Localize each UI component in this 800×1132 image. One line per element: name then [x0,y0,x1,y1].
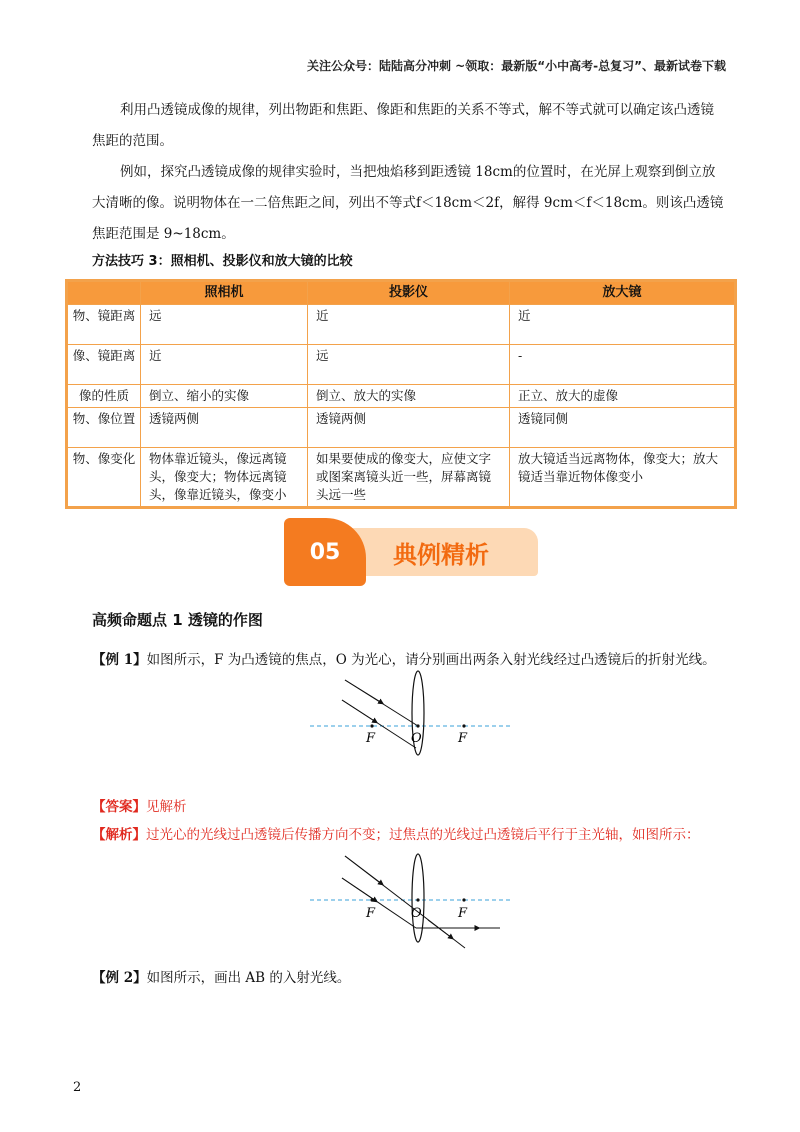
table-cell: 放大镜适当远离物体，像变大；放大镜适当靠近物体像变小 [510,448,735,507]
table-cell: 远 [141,305,308,345]
answer [92,795,187,815]
table-cell: 近 [308,305,510,345]
focus-point-right [462,898,465,901]
table-header-cell [68,282,141,305]
table-cell: 物体靠近镜头，像远离镜头，像变大；物体远离镜头，像靠近镜头，像变小 [141,448,308,507]
analysis-tag: 【解析】 [92,827,146,843]
table-cell: 倒立、放大的实像 [308,385,510,408]
table-cell: 近 [141,345,308,385]
ray-arrow [345,856,382,884]
table-cell: 正立、放大的虚像 [510,385,735,408]
label-o: O [411,906,422,921]
example-2-tag: 【例 2】 [92,970,147,986]
example-1-tag: 【例 1】 [92,652,147,668]
table-cell: 透镜两侧 [141,408,308,448]
table-row [68,345,735,385]
ray-arrow [342,878,376,901]
focus-point-right [462,724,465,727]
lens-figure-1 [300,668,520,758]
page-number: 2 [73,1080,82,1095]
answer-text: 见解析 [146,799,187,815]
label-f-right: F [458,906,468,921]
convex-lens [412,854,424,942]
table-row [68,385,735,408]
answer-tag: 【答案】 [92,799,146,815]
topic-heading: 高频命题点 1 透镜的作图 [92,611,263,629]
banner-number: 05 [284,518,366,586]
table-row [68,305,735,345]
optical-center [416,724,419,727]
intro-paragraph-2: 例如，探究凸透镜成像的规律实验时，当把烛焰移到距透镜 18cm的位置时，在光屏上观察到倒立放大清晰的像。说明物体在一二倍焦距之间，列出不等式f＜18cm＜2f，解得 9cm＜f＜18cm。则该凸透镜焦距范围是 9~18cm。 [92,164,724,242]
table-header-cell: 照相机 [141,282,308,305]
analysis [92,823,700,843]
lens-figure-2 [300,848,520,958]
row-header: 像的性质 [68,385,141,408]
table-cell: 远 [308,345,510,385]
section-banner [284,518,540,586]
analysis-text: 过光心的光线过凸透镜后传播方向不变；过焦点的光线过凸透镜后平行于主光轴，如图所示： [146,827,700,843]
table-header-row [68,282,735,305]
table-cell: 倒立、缩小的实像 [141,385,308,408]
focus-point-left [370,898,373,901]
table-row [68,408,735,448]
focus-point-left [370,724,373,727]
table-cell: 透镜同侧 [510,408,735,448]
comparison-table [67,281,735,507]
row-header: 物、像位置 [68,408,141,448]
example-1-text: 如图所示，F 为凸透镜的焦点，O 为光心，请分别画出两条入射光线经过凸透镜后的折射光线。 [146,652,716,668]
table-cell: 透镜两侧 [308,408,510,448]
page-header: 关注公众号：陆陆高分冲刺 ~领取：最新版“小中高考-总复习”、最新试卷下载 [307,59,726,73]
table-header-cell: 投影仪 [308,282,510,305]
row-header: 物、镜距离 [68,305,141,345]
table-cell: 近 [510,305,735,345]
example-2 [92,966,350,986]
example-1 [92,648,716,668]
label-f-left: F [366,731,376,746]
intro-paragraph-1: 利用凸透镜成像的规律，列出物距和焦距、像距和焦距的关系不等式，解不等式就可以确定该凸透镜焦距的范围。 [92,102,714,149]
table-cell: 如果要使成的像变大，应使文字或图案离镜头近一些，屏幕离镜头远一些 [308,448,510,507]
example-2-text: 如图所示，画出 AB 的入射光线。 [146,970,351,986]
ray-arrow [342,700,376,722]
label-f-left: F [366,906,376,921]
row-header: 物、像变化 [68,448,141,507]
ray-arrow [428,920,452,938]
table-cell: - [510,345,735,385]
row-header: 像、镜距离 [68,345,141,385]
label-f-right: F [458,731,468,746]
table-row [68,448,735,507]
optical-center [416,898,419,901]
method-title: 方法技巧 3：照相机、投影仪和放大镜的比较 [92,254,353,269]
ray-arrow [345,680,382,703]
banner-label: 典例精析 [344,528,538,576]
table-header-cell: 放大镜 [510,282,735,305]
label-o: O [411,731,422,746]
